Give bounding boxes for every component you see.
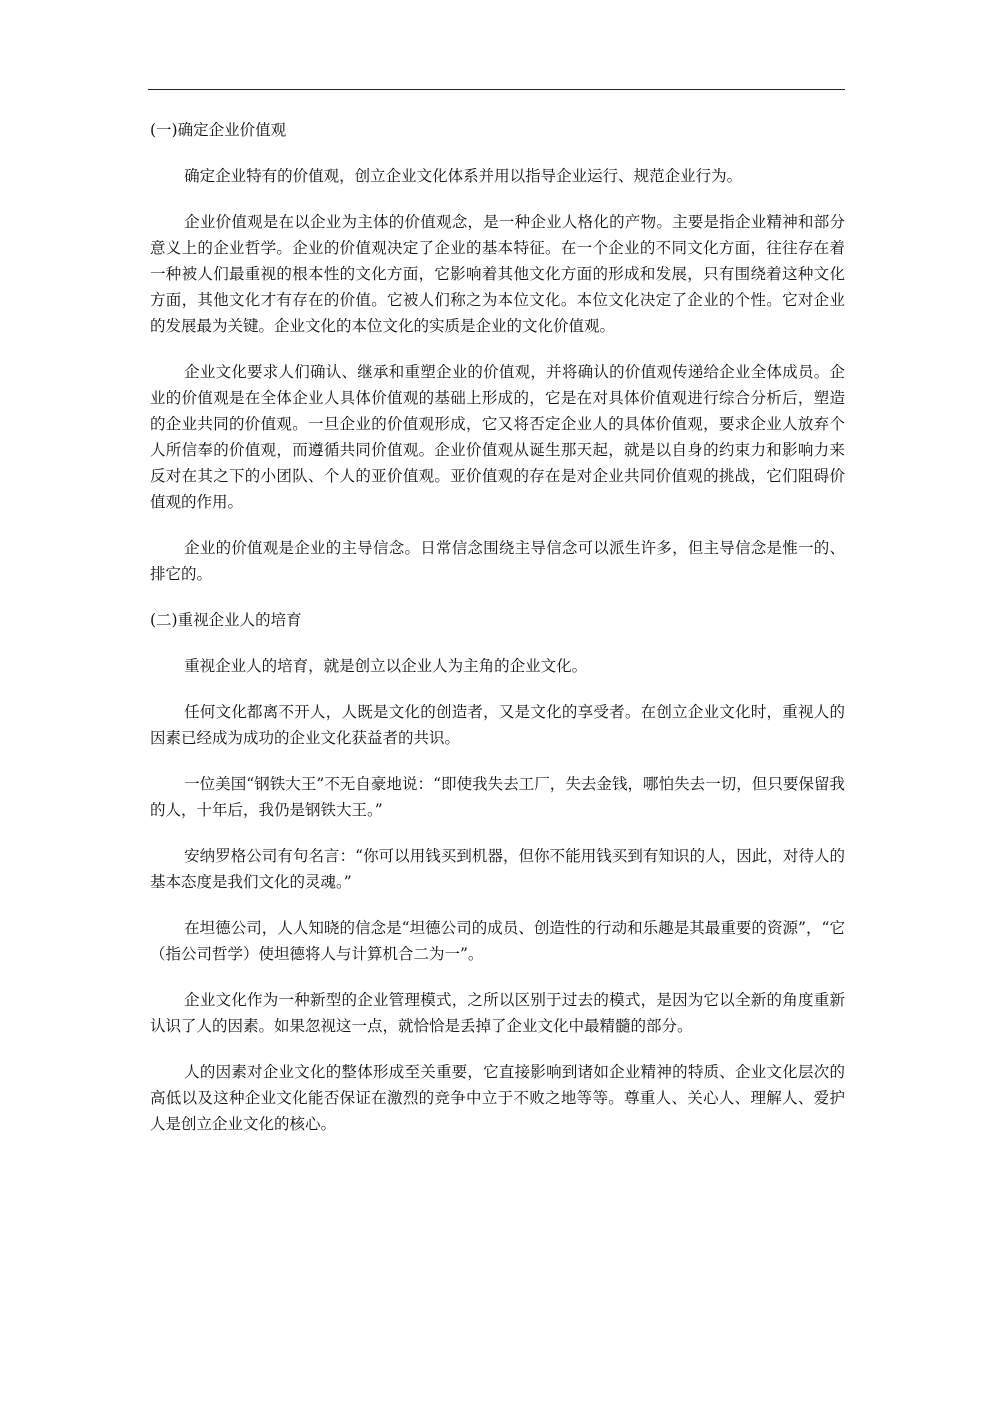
section-heading: (一)确定企业价值观 <box>150 121 287 139</box>
paragraph: 确定企业特有的价值观，创立企业文化体系并用以指导企业运行、规范企业行为。 <box>184 167 743 185</box>
paragraph: 企业文化要求人们确认、继承和重塑企业的价值观，并将确认的价值观传递给企业全体成员。企业的价值观是在全体企业人具体价值观的基础上形成的，它是在对具体价值观进行综合分析后，塑造的企业共同的价值观。一旦企业的价值观形成，它又将否定企业人的具体价值观，要求企业人放弃个人所信奉的价值观，而遵循共同价值观。企业价值观从诞生那天起，就是以自身的约束力和影响力来反对在其之下的小团队、个人的亚价值观。亚价值观的存在是对企业共同价值观的挑战，它们阻碍价值观的作用。 <box>150 363 845 511</box>
paragraph: 一位美国“钢铁大王”不无自豪地说：“即使我失去工厂，失去金钱，哪怕失去一切，但只要保留我的人，十年后，我仍是钢铁大王。” <box>150 775 845 819</box>
document-body <box>150 117 845 1157</box>
header-rule <box>148 89 845 90</box>
paragraph: 重视企业人的培育，就是创立以企业人为主角的企业文化。 <box>184 657 588 675</box>
paragraph: 安纳罗格公司有句名言：“你可以用钱买到机器，但你不能用钱买到有知识的人，因此，对待人的基本态度是我们文化的灵魂。” <box>150 847 845 891</box>
section-2 <box>150 607 845 1137</box>
paragraph: 企业的价值观是企业的主导信念。日常信念围绕主导信念可以派生许多，但主导信念是惟一的、排它的。 <box>150 539 845 583</box>
paragraph: 在坦德公司，人人知晓的信念是“坦德公司的成员、创造性的行动和乐趣是其最重要的资源”，“它（指公司哲学）使坦德将人与计算机合二为一”。 <box>150 919 845 963</box>
paragraph: 企业价值观是在以企业为主体的价值观念，是一种企业人格化的产物。主要是指企业精神和部分意义上的企业哲学。企业的价值观决定了企业的基本特征。在一个企业的不同文化方面，往往存在着一种被人们最重视的根本性的文化方面，它影响着其他文化方面的形成和发展，只有围绕着这种文化方面，其他文化才有存在的价值。它被人们称之为本位文化。本位文化决定了企业的个性。它对企业的发展最为关键。企业文化的本位文化的实质是企业的文化价值观。 <box>150 213 845 335</box>
paragraph: 任何文化都离不开人，人既是文化的创造者，又是文化的享受者。在创立企业文化时，重视人的因素已经成为成功的企业文化获益者的共识。 <box>150 703 845 747</box>
paragraph: 企业文化作为一种新型的企业管理模式，之所以区别于过去的模式，是因为它以全新的角度重新认识了人的因素。如果忽视这一点，就恰恰是丢掉了企业文化中最精髓的部分。 <box>150 991 845 1035</box>
section-heading: (二)重视企业人的培育 <box>150 611 302 629</box>
paragraph: 人的因素对企业文化的整体形成至关重要，它直接影响到诸如企业精神的特质、企业文化层次的高低以及这种企业文化能否保证在激烈的竞争中立于不败之地等等。尊重人、关心人、理解人、爱护人是创立企业文化的核心。 <box>150 1063 845 1133</box>
section-1 <box>150 117 845 587</box>
